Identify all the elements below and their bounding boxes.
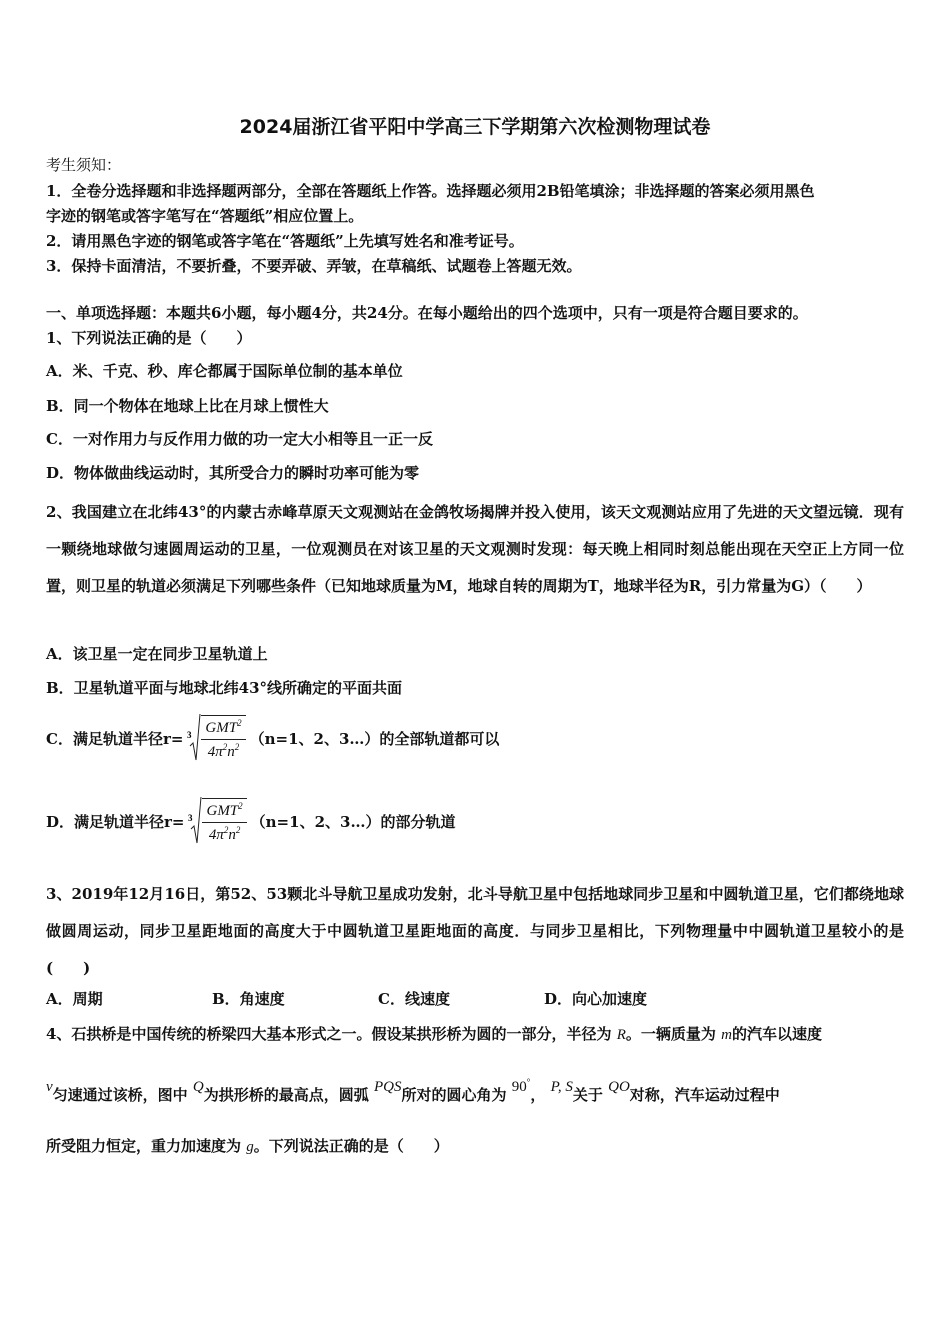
page-title: 2024届浙江省平阳中学高三下学期第六次检测物理试卷: [239, 116, 711, 138]
q2-option-d: [46, 795, 455, 847]
svg-text:3: 3: [188, 813, 193, 823]
q2-option-a: A．该卫星一定在同步卫星轨道上: [46, 645, 268, 663]
section-heading: 一、单项选择题：本题共6小题，每小题4分，共24分。在每小题给出的四个选项中，只有一项是符合题目要求的。: [46, 304, 808, 322]
q2-option-c-suffix: （n=1、2、3…）的全部轨道都可以: [249, 729, 500, 748]
fraction-d: $\frac{GMT^2}{4\pi^2n^2}$: [202, 798, 246, 844]
var-PS: P, S: [550, 1079, 573, 1095]
var-m: m: [721, 1027, 732, 1043]
svg-text:3: 3: [187, 730, 192, 740]
cube-root-formula-d: [188, 795, 246, 847]
q4-line-1: 4、石拱桥是中国传统的桥梁四大基本形式之一。假设某拱形桥为圆的一部分，半径为 R。一辆质量为 m的汽车以速度: [46, 1025, 822, 1043]
q3-option-c: C．线速度: [378, 990, 450, 1008]
var-R: R: [616, 1027, 626, 1043]
q1-option-d: D．物体做曲线运动时，其所受合力的瞬时功率可能为零: [46, 464, 420, 482]
q2-stem: 2、我国建立在北纬43°的内蒙古赤峰草原天文观测站在金鸽牧场揭牌并投入使用，该天文观测站应用了先进的天文望远镜．现有一颗绕地球做匀速圆周运动的卫星，一位观测员在对该卫星的天文观测时发现：每天晚上相同时刻总能出现在天空正上方同一位置，则卫星的轨道必须满足下列哪些条件（已知地球质量为M，地球自转的周期为T，地球半径为R，引力常量为G）（ ）: [46, 503, 904, 595]
cube-root-formula-c: [187, 712, 245, 764]
q1-stem: 1、下列说法正确的是（ ）: [46, 329, 252, 347]
notice-heading: 考生须知：: [46, 156, 122, 174]
fraction-c: $\frac{GMT^2}{4\pi^2n^2}$: [201, 715, 245, 761]
q1-option-b: B．同一个物体在地球上比在月球上惯性大: [46, 397, 329, 415]
var-QO: QO: [608, 1079, 630, 1095]
var-g: g: [246, 1139, 254, 1155]
notice-item-3: 3．保持卡面清洁，不要折叠，不要弄破、弄皱，在草稿纸、试题卷上答题无效。: [46, 257, 582, 275]
q3-stem: 3、2019年12月16日，第52、53颗北斗导航卫星成功发射，北斗导航卫星中包括地球同步卫星和中圆轨道卫星，它们都绕地球做圆周运动，同步卫星距地面的高度大于中圆轨道卫星距地面的高度．与同步卫星相比，下列物理量中中圆轨道卫星较小的是( ): [46, 885, 904, 977]
radical-sign-icon: [188, 795, 202, 847]
q2-option-d-suffix: （n=1、2、3…）的部分轨道: [250, 812, 456, 831]
q3-option-b: B．角速度: [212, 990, 285, 1008]
q4-line-3: 所受阻力恒定，重力加速度为 g。下列说法正确的是（ ）: [46, 1137, 449, 1155]
var-PQS: PQS: [374, 1079, 402, 1095]
q3-option-d: D．向心加速度: [544, 990, 648, 1008]
radical-sign-icon: [187, 712, 201, 764]
notice-item-1: 1．全卷分选择题和非选择题两部分，全部在答题纸上作答。选择题必须用2B铅笔填涂；非选择题的答案必须用黑色: [46, 182, 815, 200]
q2-option-b: B．卫星轨道平面与地球北纬43°线所确定的平面共面: [46, 679, 403, 697]
q3-options: [46, 988, 710, 1009]
q3-option-a: A．周期: [46, 990, 103, 1008]
notice-item-1-cont: 字迹的钢笔或答字笔写在“答题纸”相应位置上。: [46, 207, 364, 225]
q2-option-c: [46, 712, 499, 764]
q2-option-d-prefix: D．满足轨道半径r=: [46, 812, 185, 831]
var-Q: Q: [192, 1079, 204, 1095]
var-v: v: [46, 1079, 53, 1095]
q1-option-c: C．一对作用力与反作用力做的功一定大小相等且一正一反: [46, 430, 433, 448]
q2-option-c-prefix: C．满足轨道半径r=: [46, 729, 184, 748]
angle-value: 90°: [511, 1077, 531, 1095]
q4-line-2: v匀速通过该桥，图中 Q为拱形桥的最高点，圆弧 PQS所对的圆心角为 90°， P, S关于 QO对称，汽车运动过程中: [46, 1077, 780, 1104]
q1-option-a: A．米、千克、秒、库仑都属于国际单位制的基本单位: [46, 362, 403, 380]
notice-item-2: 2．请用黑色字迹的钢笔或答字笔在“答题纸”上先填写姓名和准考证号。: [46, 232, 524, 250]
